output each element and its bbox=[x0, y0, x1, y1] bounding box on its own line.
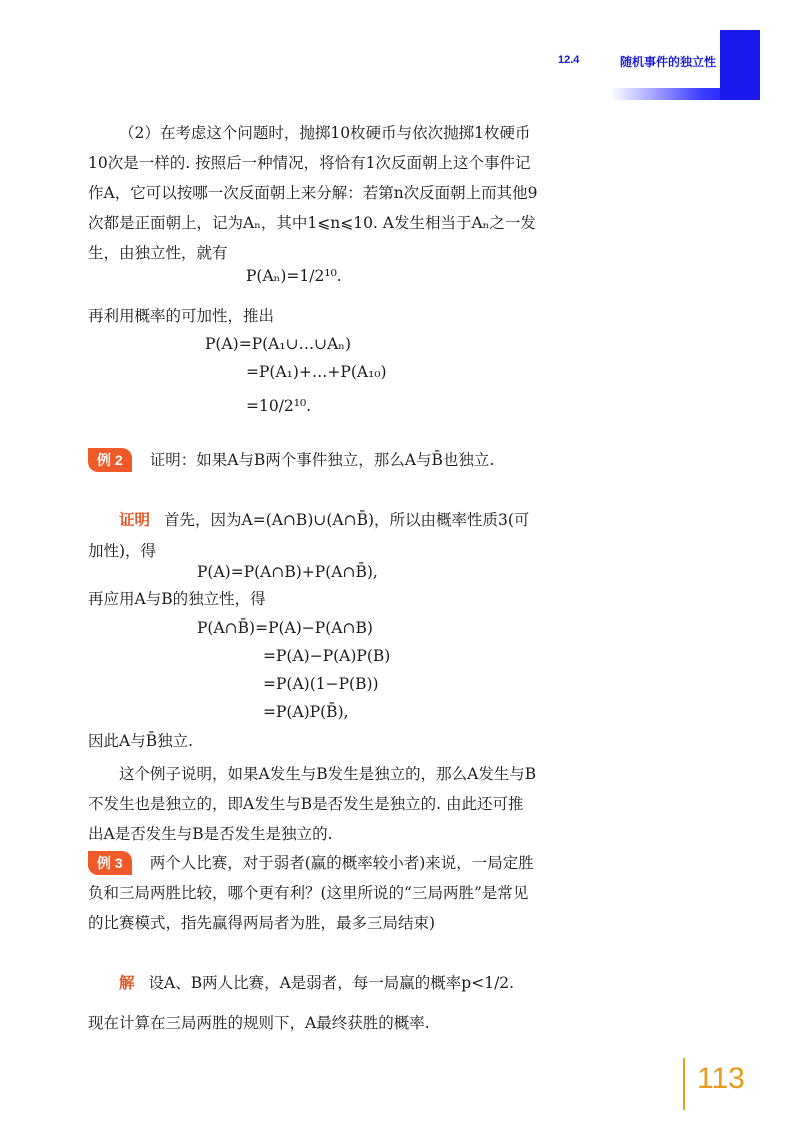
paragraph-2 bbox=[88, 301, 538, 331]
solution-label: 解 bbox=[119, 975, 135, 992]
paragraph-1-text: （2）在考虑这个问题时，抛掷10枚硬币与依次抛掷1枚硬币10次是一样的. 按照后一种情况，将恰有1次反面朝上这个事件记作A，它可以按哪一次反面朝上来分解：若第n次反面朝上而其他9次都是正面朝上，记为Aₙ，其中1⩽n⩽10. A发生相当于Aₙ之一发生，由独立性，就有 bbox=[88, 124, 538, 262]
paragraph-6 bbox=[88, 1008, 538, 1038]
header-corner-block bbox=[720, 30, 760, 100]
equation-4-line-1: P(A∩B̄)=P(A)−P(A∩B) bbox=[197, 619, 373, 637]
equation-1: P(Aₙ)=1/2¹⁰. bbox=[246, 267, 342, 285]
paragraph-1 bbox=[88, 118, 538, 268]
equation-3: P(A)=P(A∩B)+P(A∩B̄), bbox=[197, 563, 378, 581]
paragraph-4 bbox=[88, 726, 538, 756]
paragraph-4-text: 因此A与B̄独立. bbox=[88, 732, 194, 750]
equation-2-line-2: =P(A₁)+…+P(A₁₀) bbox=[246, 363, 387, 381]
example-3 bbox=[88, 848, 538, 938]
section-number: 12.4 bbox=[558, 54, 580, 66]
section-header bbox=[530, 30, 760, 100]
proof-label: 证明 bbox=[119, 512, 151, 529]
example-3-badge: 例 3 bbox=[88, 851, 132, 875]
paragraph-5-text: 这个例子说明，如果A发生与B发生是独立的，那么A发生与B不发生也是独立的，即A发生与B是否发生是独立的. 由此还可推出A是否发生与B是否发生是独立的. bbox=[88, 765, 537, 843]
equation-2-line-3: =10/2¹⁰. bbox=[246, 397, 312, 415]
solution-text: 设A、B两人比赛，A是弱者，每一局赢的概率p<1/2. bbox=[148, 974, 515, 992]
paragraph-5 bbox=[88, 759, 538, 849]
equation-4-line-2: =P(A)−P(A)P(B) bbox=[263, 647, 391, 665]
paragraph-3-text: 再应用A与B的独立性，得 bbox=[88, 590, 266, 608]
equation-2-line-1: P(A)=P(A₁∪…∪Aₙ) bbox=[205, 335, 352, 353]
proof-text: 首先，因为A=(A∩B)∪(A∩B̄)，所以由概率性质3(可加性)，得 bbox=[88, 511, 530, 560]
paragraph-2-text: 再利用概率的可加性，推出 bbox=[88, 307, 275, 325]
header-label-box bbox=[530, 30, 720, 88]
example-3-text: 两个人比赛，对于弱者(赢的概率较小者)来说，一局定胜负和三局两胜比较，哪个更有利？(这里所说的“三局两胜”是常见的比赛模式，指先赢得两局者为胜，最多三局结束) bbox=[88, 854, 534, 932]
example-2-text: 证明：如果A与B两个事件独立，那么A与B̄也独立. bbox=[149, 451, 495, 469]
solution bbox=[88, 968, 538, 999]
example-2-badge: 例 2 bbox=[88, 448, 132, 472]
example-2 bbox=[88, 445, 538, 475]
section-title: 随机事件的独立性 bbox=[620, 55, 717, 69]
equation-4-line-4: =P(A)P(B̄), bbox=[263, 703, 349, 721]
paragraph-6-text: 现在计算在三局两胜的规则下，A最终获胜的概率. bbox=[88, 1014, 430, 1032]
paragraph-3 bbox=[88, 584, 538, 614]
equation-4-line-3: =P(A)(1−P(B)) bbox=[263, 675, 379, 693]
proof bbox=[88, 505, 538, 566]
page-number: 113 bbox=[697, 1062, 745, 1095]
page-number-bar bbox=[683, 1058, 685, 1110]
